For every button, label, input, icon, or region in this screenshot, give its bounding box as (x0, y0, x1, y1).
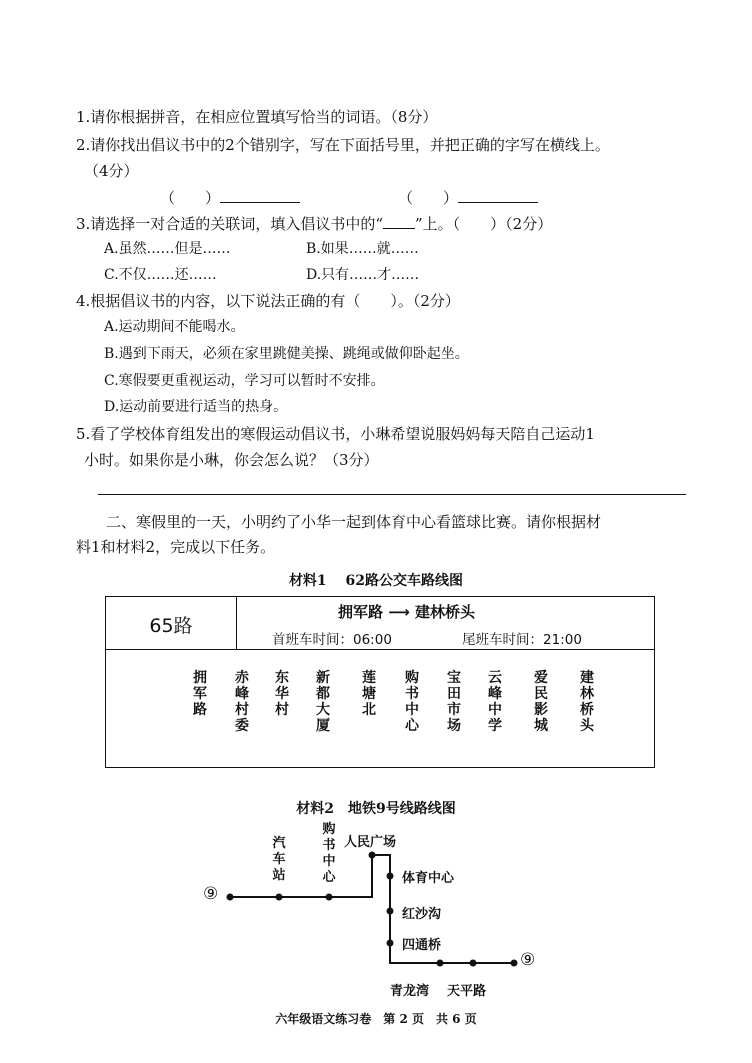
question-2-line1: 2.请你找出倡议书中的2个错别字，写在下面括号里，并把正确的字写在横线上。 (76, 136, 610, 154)
section2-line2: 料1和材料2，完成以下任务。 (76, 538, 276, 556)
arrow-icon: ⟶ (388, 603, 410, 621)
bus-stop: 云 峰 中 学 (488, 670, 502, 734)
q2-bracket-1: （ ） (160, 189, 221, 207)
station-dot-renmin (369, 852, 376, 859)
question-5-line1: 5.看了学校体育组发出的寒假运动倡议书，小琳希望说服妈妈每天陪自己运动1 (76, 425, 595, 443)
station-dot-end (511, 960, 518, 967)
bus-stop: 新 都 大 厦 (316, 670, 330, 734)
station-sitong: 四通桥 (402, 938, 442, 953)
first-bus-time: 首班车时间：06:00 (272, 632, 392, 648)
station-qiche: 汽 车 站 (272, 836, 286, 883)
bus-stop: 宝 田 市 场 (447, 670, 461, 734)
station-dot-hongsha (387, 908, 394, 915)
bus-stop: 赤 峰 村 委 (235, 670, 249, 734)
last-bus-time: 尾班车时间：21:00 (462, 632, 582, 648)
q4-option-b[interactable]: B.遇到下雨天，必须在家里跳健美操、跳绳或做仰卧起坐。 (104, 346, 469, 362)
station-dot-tianping (470, 960, 477, 967)
q4-option-c[interactable]: C.寒假要更重视运动，学习可以暂时不安排。 (104, 373, 385, 389)
bus-stop: 拥 军 路 (193, 670, 207, 718)
q3-option-a[interactable]: A.虽然……但是…… (104, 241, 231, 257)
bus-stop: 建 林 桥 头 (580, 670, 594, 734)
bus-stop: 爱 民 影 城 (534, 670, 548, 734)
station-tiyu: 体育中心 (402, 871, 455, 886)
station-dot-qiche (276, 894, 283, 901)
bus-stop: 莲 塘 北 (362, 670, 376, 718)
station-hongsha: 红沙沟 (402, 907, 442, 922)
q3-option-d[interactable]: D.只有……才…… (306, 267, 420, 283)
route-number: 65路 (149, 615, 193, 637)
question-4: 4.根据倡议书的内容，以下说法正确的有（ ）。（2分） (76, 292, 460, 310)
station-tianping: 天平路 (447, 984, 487, 999)
station-dot-sitong (387, 940, 394, 947)
route-to: 建林桥头 (415, 603, 476, 621)
question-1: 1.请你根据拼音，在相应位置填写恰当的词语。（8分） (76, 108, 438, 126)
q3-option-c[interactable]: C.不仅……还…… (104, 267, 217, 283)
q3-prefix: 3.请选择一对合适的关联词，填入倡议书中的“ (76, 215, 383, 233)
station-dot-start (227, 894, 234, 901)
route-from: 拥军路 (338, 603, 384, 621)
line9-badge-end: ⑨ (520, 950, 536, 970)
station-renmin: 人民广场 (344, 835, 397, 850)
q4-option-d[interactable]: D.运动前要进行适当的热身。 (104, 399, 288, 415)
station-dot-qinglong (437, 960, 444, 967)
station-dot-goushu (326, 894, 333, 901)
station-dot-tiyu (387, 873, 394, 880)
material1-title: 材料1 62路公交车路线图 (288, 573, 464, 589)
line9-badge-start: ⑨ (203, 884, 219, 904)
q4-option-a[interactable]: A.运动期间不能喝水。 (104, 319, 245, 335)
bus-stop: 购 书 中 心 (405, 670, 419, 734)
question-2-line2: （4分） (84, 162, 139, 180)
material2-title: 材料2 地铁9号线路线图 (296, 801, 456, 817)
q3-suffix: ”上。（ ）（2分） (414, 215, 553, 233)
section2-line1: 二、寒假里的一天，小明约了小华一起到体育中心看篮球比赛。请你根据材 (106, 513, 602, 531)
q3-option-b[interactable]: B.如果……就…… (306, 241, 419, 257)
bus-stop: 东 华 村 (275, 670, 289, 718)
station-goushu: 购 书 中 心 (322, 822, 336, 885)
page-footer: 六年级语文练习卷 第 2 页 共 6 页 (275, 1012, 477, 1026)
station-qinglong: 青龙湾 (390, 984, 430, 999)
question-5-line2: 小时。如果你是小琳，你会怎么说？（3分） (84, 451, 379, 469)
q2-bracket-2: （ ） (398, 189, 459, 207)
